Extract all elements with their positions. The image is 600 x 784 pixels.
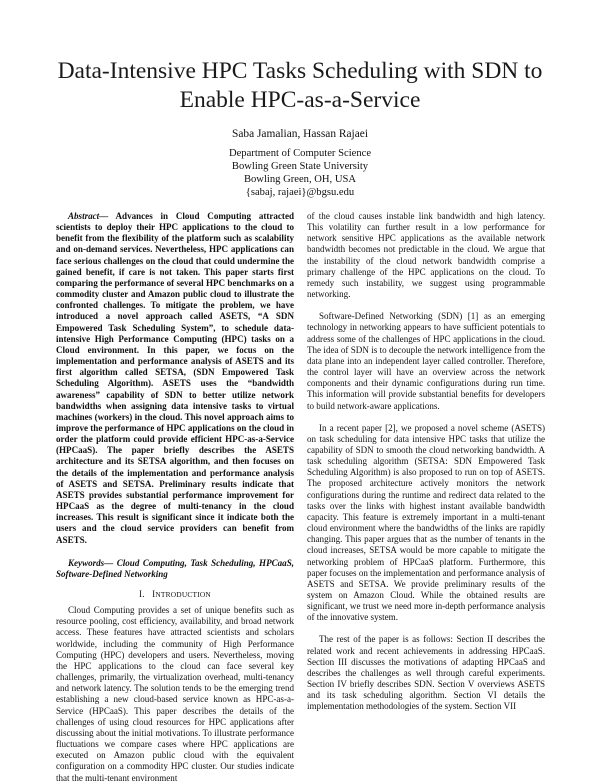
body-paragraph-4: The rest of the paper is as follows: Section II describes the related work and recent achievements in addressing HPCaaS. Section III discusses the motivations of adapting HPCaaS and describes the challenges as well through careful experiments. Section IV briefly describes SDN. Section V overviews ASETS and its task scheduling algorithm. Section VI details the implementation methodologies of the system. Section VII	[307, 634, 545, 712]
keywords-text: Cloud Computing, Task Scheduling, HPCaaS, Software-Defined Networking	[56, 557, 294, 579]
keywords	[56, 558, 294, 580]
intro-paragraph-1: Cloud Computing provides a set of unique benefits such as resource pooling, cost efficiency, availability, and broad network access. These features have attracted scientists and scholars worldwide, including the community of High Performance Computing (HPC) developers and users. Nevertheless, moving the HPC applications to the cloud can face several key challenges, primarily, the virtualization overhead, multi-tenancy and network latency. The solution tends to be the emerging trend establishing a new cloud-based service known as HPC-as-a-Service (HPCaaS). This paper describes the details of the challenges of using cloud resources for HPC applications after discussing about the initial motivations. To illustrate performance fluctuations we compare cases where HPC applications are executed on Amazon public cloud with the equivalent configuration on a commodity HPC cluster. Our studies indicate that the multi-tenant environment	[56, 605, 294, 783]
left-column	[56, 211, 294, 784]
body-paragraph-2: Software-Defined Networking (SDN) [1] as an emerging technology in networking appears to have sufficient potentials to address some of the challenges of HPC applications in the cloud. The idea of SDN is to decouple the network intelligence from the data plane into an independent layer called controller. Therefore, the control layer will have an overview across the network components and their dynamic configurations during run time. This information will provide substantial benefits for developers to build network-aware applications.	[307, 311, 545, 411]
body-paragraph-3: In a recent paper [2], we proposed a novel scheme (ASETS) on task scheduling for data intensive HPC tasks that utilize the capability of SDN to smooth the cloud networking bandwidth. A task scheduling algorithm (SETSA: SDN Empowered Task Scheduling Algorithm) is also proposed to run on top of ASETS. The proposed architecture actively monitors the network configurations during the runtime and redirect data related to the tasks over the links with highest instant available bandwidth capacity. This feature is extremely important in a multi-tenant cloud environment where the bandwidths of the links are rapidly changing. This paper argues that as the number of tenants in the cloud increases, SETSA would be more capable to mitigate the networking problem of HPCaaS platform. Furthermore, this paper focuses on the implementation and performance analysis of ASETS and SETSA. We provide preliminary results of the system on Amazon Cloud. While the obtained results are significant, we trust we need more in-depth performance analysis of the innovative system.	[307, 422, 545, 623]
section-title-rest: NTRODUCTION	[155, 590, 211, 599]
abstract	[56, 211, 294, 546]
author-emails: {sabaj, rajaei}@bgsu.edu	[245, 187, 355, 198]
abstract-label: Abstract	[68, 211, 100, 221]
affiliation-location: Bowling Green, OH, USA	[243, 174, 357, 185]
section-number: I.	[139, 589, 145, 599]
author-names: Saba Jamalian, Hassan Rajaei	[231, 128, 368, 140]
paper-title: Data-Intensive HPC Tasks Scheduling with SDN to Enable HPC-as-a-Service	[57, 58, 543, 113]
affiliation-university: Bowling Green State University	[231, 161, 369, 172]
affiliation-department: Department of Computer Science	[228, 148, 372, 159]
right-column	[307, 211, 545, 713]
keywords-label: Keywords—	[68, 557, 114, 568]
section-heading-introduction	[56, 589, 294, 600]
author-block	[150, 128, 450, 199]
abstract-text: — Advances in Cloud Computing attracted scientists to deploy their HPC applications to the cloud to benefit from the flexibility of the platform such as scalability and on-demand services. Nevertheless, HPC applications can face serious challenges on the cloud that could undermine the gained benefit, if care is not taken. This paper starts first comparing the performance of several HPC benchmarks on a commodity cluster and Amazon public cloud to illustrate the confronted challenges. To mitigate the problem, we have introduced a novel approach called ASETS, “A SDN Empowered Task Scheduling System”, to schedule data-intensive High Performance Computing (HPC) tasks on a Cloud environment. In this paper, we focus on the implementation and performance analysis of ASETS and its first algorithm called SETSA, (SDN Empowered Task Scheduling Algorithm). ASETS uses the “bandwidth awareness” capability of SDN to better utilize network bandwidths when assigning data intensive tasks to virtual machines (workers) in the cloud. This novel approach aims to improve the performance of HPC applications on the cloud in order the platform could provide efficient HPC-as-a-Service (HPCaaS). The paper briefly describes the ASETS architecture and its SETSA algorithm, and then focuses on the details of the implementation and performance analysis of ASETS and SETSA. Preliminary results indicate that ASETS provides substantial performance improvement for HPCaaS as the degree of multi-tenancy in the cloud increases. This result is significant since it indicate both the users and the cloud service providers can benefit from ASETS.	[56, 211, 294, 545]
body-paragraph-1: of the cloud causes instable link bandwidth and high latency. This volatility can further result in a low performance for network sensitive HPC applications as the available network bandwidth becomes not predictable in the cloud. We argue that the instability of the cloud network bandwidth comprise a primary challenge of the HPC applications on the cloud. To remedy such instability, we suggest using programmable networking.	[307, 211, 545, 300]
section-title-first: I	[152, 589, 156, 599]
